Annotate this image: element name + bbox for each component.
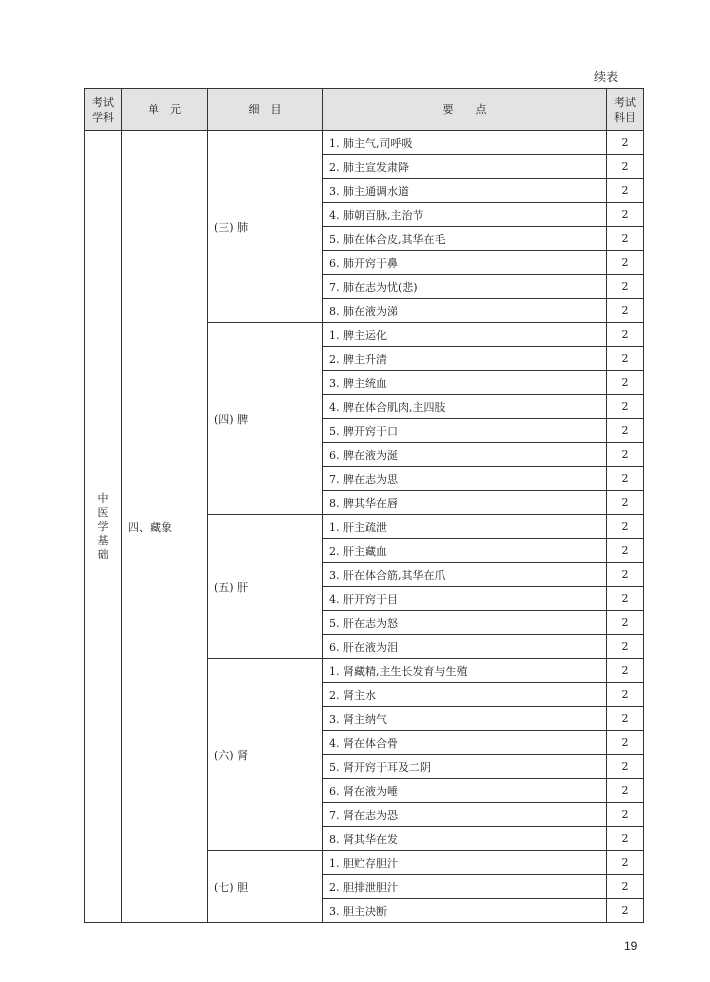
unit-cell: 四、藏象 xyxy=(122,131,208,923)
exam-level-cell: 2 xyxy=(607,635,644,659)
syllabus-table xyxy=(84,88,644,923)
exam-level-cell: 2 xyxy=(607,851,644,875)
key-point-cell: 4. 肝开窍于目 xyxy=(323,587,607,611)
exam-level-cell: 2 xyxy=(607,587,644,611)
header-exam-subject: 考试 学科 xyxy=(85,89,122,131)
exam-level-cell: 2 xyxy=(607,131,644,155)
exam-level-cell: 2 xyxy=(607,563,644,587)
exam-level-cell: 2 xyxy=(607,275,644,299)
key-point-cell: 1. 肾藏精,主生长发育与生殖 xyxy=(323,659,607,683)
key-point-cell: 2. 脾主升清 xyxy=(323,347,607,371)
key-point-cell: 5. 肾开窍于耳及二阴 xyxy=(323,755,607,779)
exam-level-cell: 2 xyxy=(607,395,644,419)
table-body xyxy=(85,131,644,923)
key-point-cell: 3. 肺主通调水道 xyxy=(323,179,607,203)
key-point-cell: 3. 脾主统血 xyxy=(323,371,607,395)
exam-level-cell: 2 xyxy=(607,803,644,827)
page-number: 19 xyxy=(624,939,638,953)
key-point-cell: 8. 脾其华在唇 xyxy=(323,491,607,515)
exam-level-cell: 2 xyxy=(607,203,644,227)
header-key-points: 要 点 xyxy=(323,89,607,131)
exam-level-cell: 2 xyxy=(607,707,644,731)
key-point-cell: 6. 肺开窍于鼻 xyxy=(323,251,607,275)
exam-level-cell: 2 xyxy=(607,323,644,347)
header-exam-level: 考试 科目 xyxy=(607,89,644,131)
continued-label: 续表 xyxy=(594,70,619,84)
exam-level-cell: 2 xyxy=(607,179,644,203)
exam-level-cell: 2 xyxy=(607,659,644,683)
key-point-cell: 2. 肾主水 xyxy=(323,683,607,707)
key-point-cell: 4. 肺朝百脉,主治节 xyxy=(323,203,607,227)
key-point-cell: 5. 肺在体合皮,其华在毛 xyxy=(323,227,607,251)
exam-level-cell: 2 xyxy=(607,611,644,635)
key-point-cell: 4. 脾在体合肌肉,主四肢 xyxy=(323,395,607,419)
exam-level-cell: 2 xyxy=(607,227,644,251)
exam-subject-text: 中医学基础 xyxy=(97,491,109,561)
exam-level-cell: 2 xyxy=(607,251,644,275)
key-point-cell: 2. 胆排泄胆汁 xyxy=(323,875,607,899)
exam-level-cell: 2 xyxy=(607,515,644,539)
key-point-cell: 7. 脾在志为思 xyxy=(323,467,607,491)
exam-level-cell: 2 xyxy=(607,779,644,803)
key-point-cell: 1. 肝主疏泄 xyxy=(323,515,607,539)
exam-level-cell: 2 xyxy=(607,443,644,467)
table-header-row xyxy=(85,89,644,131)
exam-level-cell: 2 xyxy=(607,491,644,515)
item-cell: (四) 脾 xyxy=(208,323,323,515)
key-point-cell: 5. 肝在志为怒 xyxy=(323,611,607,635)
exam-level-cell: 2 xyxy=(607,371,644,395)
item-cell: (七) 胆 xyxy=(208,851,323,923)
exam-level-cell: 2 xyxy=(607,875,644,899)
key-point-cell: 3. 胆主决断 xyxy=(323,899,607,923)
header-item: 细 目 xyxy=(208,89,323,131)
exam-level-cell: 2 xyxy=(607,755,644,779)
key-point-cell: 2. 肺主宣发肃降 xyxy=(323,155,607,179)
key-point-cell: 5. 脾开窍于口 xyxy=(323,419,607,443)
exam-level-cell: 2 xyxy=(607,899,644,923)
key-point-cell: 6. 肾在液为唾 xyxy=(323,779,607,803)
key-point-cell: 3. 肝在体合筋,其华在爪 xyxy=(323,563,607,587)
item-cell: (三) 肺 xyxy=(208,131,323,323)
key-point-cell: 2. 肝主藏血 xyxy=(323,539,607,563)
exam-level-cell: 2 xyxy=(607,539,644,563)
key-point-cell: 6. 脾在液为涎 xyxy=(323,443,607,467)
key-point-cell: 3. 肾主纳气 xyxy=(323,707,607,731)
key-point-cell: 1. 肺主气,司呼吸 xyxy=(323,131,607,155)
exam-level-cell: 2 xyxy=(607,155,644,179)
key-point-cell: 1. 胆贮存胆汁 xyxy=(323,851,607,875)
exam-level-cell: 2 xyxy=(607,731,644,755)
key-point-cell: 8. 肺在液为涕 xyxy=(323,299,607,323)
key-point-cell: 4. 肾在体合骨 xyxy=(323,731,607,755)
key-point-cell: 1. 脾主运化 xyxy=(323,323,607,347)
key-point-cell: 7. 肾在志为恐 xyxy=(323,803,607,827)
header-unit: 单 元 xyxy=(122,89,208,131)
table-row xyxy=(85,131,644,155)
exam-level-cell: 2 xyxy=(607,299,644,323)
key-point-cell: 6. 肝在液为泪 xyxy=(323,635,607,659)
key-point-cell: 8. 肾其华在发 xyxy=(323,827,607,851)
item-cell: (五) 肝 xyxy=(208,515,323,659)
item-cell: (六) 肾 xyxy=(208,659,323,851)
key-point-cell: 7. 肺在志为忧(悲) xyxy=(323,275,607,299)
exam-level-cell: 2 xyxy=(607,419,644,443)
exam-level-cell: 2 xyxy=(607,683,644,707)
exam-level-cell: 2 xyxy=(607,827,644,851)
exam-level-cell: 2 xyxy=(607,347,644,371)
exam-subject-cell xyxy=(85,131,122,923)
exam-level-cell: 2 xyxy=(607,467,644,491)
